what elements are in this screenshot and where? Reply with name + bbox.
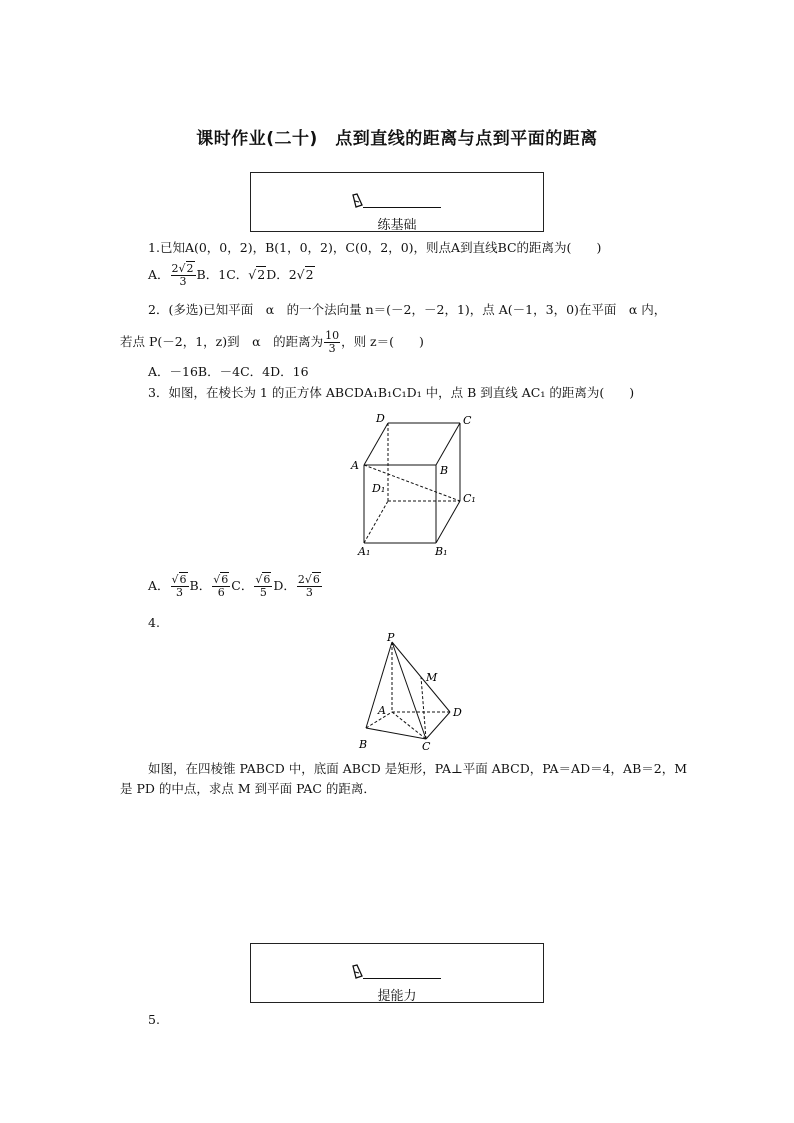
q3-option-a-prefix: A． <box>148 578 170 593</box>
q3-option-d-prefix: D． <box>273 578 296 593</box>
cube-label-D1: D₁ <box>372 482 386 495</box>
question-2-stem-1: (多选)已知平面 α 的一个法向量 n＝(－2，－2，1)，点 A(－1，3，0)在平面 α 内， <box>168 302 667 317</box>
option-a-coef: 2 <box>171 262 179 275</box>
q3-option-d-fraction: $\frac{2√6}{3}$ <box>297 573 320 599</box>
q3-option-b-prefix: B． <box>189 578 212 593</box>
section-underline <box>363 978 441 979</box>
q3-option-a-fraction: $\frac{√6}{3}$ <box>171 573 187 599</box>
cube-label-A1: A₁ <box>358 545 371 558</box>
option-a-denominator: 3 <box>179 275 187 288</box>
option-c-sqrt: √2 <box>248 267 266 282</box>
question-2-options: A．－16B．－4C．4D．16 <box>148 364 309 379</box>
question-1-number: 1. <box>148 240 160 255</box>
section-header-basic <box>250 172 544 232</box>
question-4-line1: 如图，在四棱锥 PABCD 中，底面 ABCD 是矩形，PA⊥平面 ABCD，PA＝AD＝4，AB＝2，M <box>148 761 688 776</box>
pyramid-label-D: D <box>453 706 462 719</box>
option-b: B．1 <box>196 267 227 282</box>
question-2-line1 <box>148 301 666 319</box>
cube-label-C: C <box>463 414 472 427</box>
cube-label-D: D <box>376 412 385 425</box>
option-a-fraction: $\frac{2√2}{3}$ <box>171 262 194 288</box>
question-2-stem-2a: 若点 P(－2，1，z)到 α 的距离为 <box>120 334 324 349</box>
question-3-number: 3． <box>148 385 169 400</box>
pyramid-label-M: M <box>426 671 438 684</box>
option-d-sqrt: √2 <box>296 267 314 282</box>
pyramid-label-C: C <box>422 740 431 753</box>
question-4-line2: 是 PD 的中点，求点 M 到平面 PAC 的距离． <box>120 781 376 796</box>
question-4-number: 4. <box>148 615 160 630</box>
q3-option-c-prefix: C． <box>231 578 254 593</box>
question-3-options <box>148 574 323 599</box>
pyramid-label-A: A <box>378 704 386 717</box>
cube-label-A: A <box>351 459 359 472</box>
section-header-advanced <box>250 943 544 1003</box>
question-1-text <box>148 239 601 257</box>
section-underline <box>363 207 441 208</box>
option-c-prefix: C． <box>226 267 249 282</box>
pyramid-label-P: P <box>387 632 395 644</box>
question-2-stem-2b: ，则 z＝( ) <box>341 334 424 349</box>
option-a-prefix: A． <box>148 267 170 282</box>
question-2-line2 <box>120 330 424 355</box>
section-label-advanced: 提能力 <box>377 989 417 1004</box>
question-2-number: 2． <box>148 302 169 317</box>
section-label-basic: 练基础 <box>377 218 417 233</box>
page-title: 课时作业(二十) 点到直线的距离与点到平面的距离 <box>196 129 598 149</box>
question-1-options <box>148 263 315 288</box>
cube-figure <box>340 408 490 560</box>
question-1-stem: 已知A(0，0，2)，B(1，0，2)，C(0，2，0)，则点A到直线BC的距离为( ) <box>159 240 602 255</box>
cube-label-B1: B₁ <box>435 545 448 558</box>
cube-label-C1: C₁ <box>463 492 476 505</box>
pyramid-label-B: B <box>359 738 368 751</box>
question-2-fraction: $\frac{10}{3}$ <box>325 329 340 355</box>
option-a-radicand: 2 <box>186 262 194 275</box>
q3-option-c-fraction: $\frac{√6}{5}$ <box>255 573 271 599</box>
question-3-text <box>148 384 634 402</box>
q3-option-b-fraction: $\frac{√6}{6}$ <box>213 573 229 599</box>
pyramid-figure <box>350 632 470 754</box>
option-d-prefix: D．2 <box>266 267 297 282</box>
cube-label-B: B <box>440 464 449 477</box>
question-5-number: 5. <box>148 1012 160 1027</box>
question-3-stem: 如图，在棱长为 1 的正方体 ABCDA₁B₁C₁D₁ 中，点 B 到直线 AC₁ 的距离为( ) <box>168 385 635 400</box>
